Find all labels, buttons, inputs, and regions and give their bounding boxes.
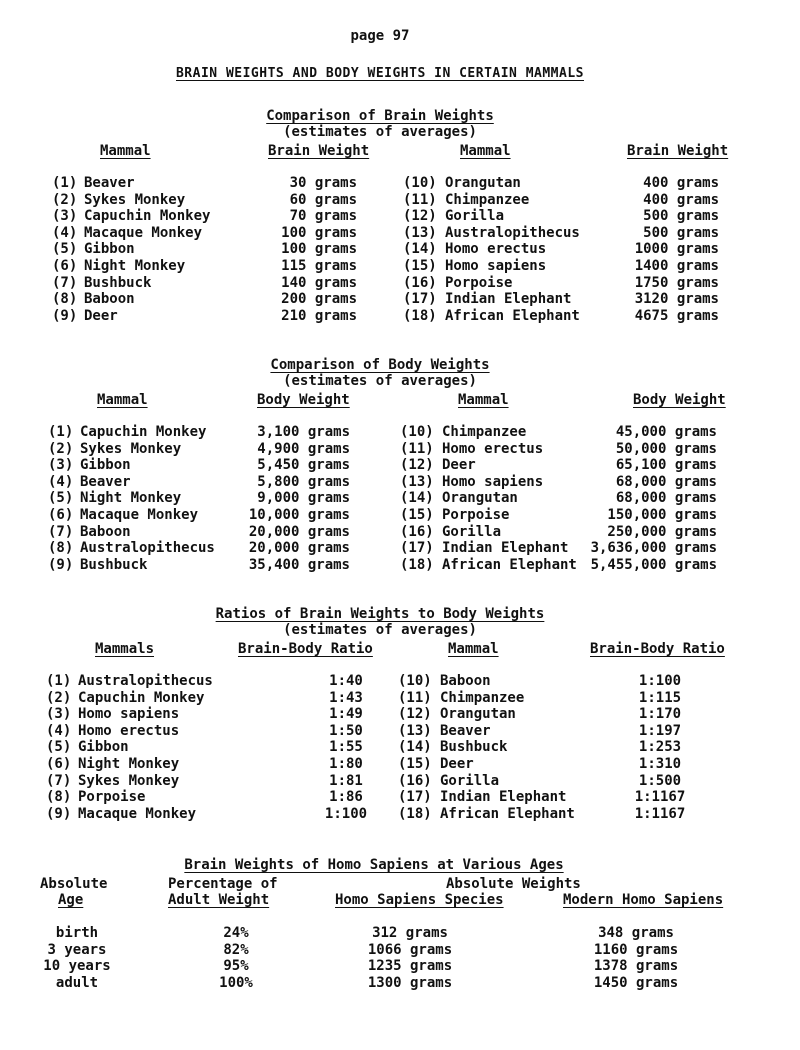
mammal-name: Homo sapiens	[445, 257, 547, 274]
row-number: (6)	[46, 755, 72, 772]
ages-col-species: Homo Sapiens Species	[335, 892, 504, 908]
table-row	[403, 241, 719, 258]
body-col-weight-right: Body Weight	[633, 392, 726, 408]
row-number: (2)	[46, 689, 72, 706]
row-number: (15)	[400, 506, 434, 523]
value-cell: 400 grams	[643, 191, 719, 208]
value-cell: 1750 grams	[634, 274, 719, 291]
row-number: (1)	[48, 424, 74, 440]
value-cell: 3,636,000 grams	[590, 540, 717, 557]
value-cell: 100 grams	[281, 241, 357, 258]
value-cell: 400 grams	[643, 175, 719, 191]
mammal-name: Gorilla	[440, 772, 500, 789]
table-row	[48, 507, 350, 524]
value-cell: 10,000 grams	[248, 506, 350, 523]
row-number: (16)	[403, 274, 437, 291]
value-cell: 45,000 grams	[615, 424, 717, 440]
row-number: (15)	[398, 755, 432, 772]
value-cell: 4675 grams	[634, 307, 719, 324]
table-row	[46, 739, 370, 756]
value-cell: 70 grams	[289, 208, 357, 225]
percentage-cell: 24%	[223, 925, 249, 941]
value-cell: 5,800 grams	[257, 473, 350, 490]
row-number: (13)	[398, 722, 432, 739]
brain-table-right	[403, 175, 719, 324]
row-number: (11)	[400, 440, 434, 457]
age-cell: 3 years	[47, 941, 107, 958]
mammal-name: Gibbon	[80, 457, 131, 474]
value-cell: 20,000 grams	[248, 523, 350, 540]
row-number: (11)	[403, 191, 437, 208]
row-number: (3)	[52, 208, 78, 225]
percentage-cell: 82%	[223, 941, 249, 958]
brain-table-left	[52, 175, 357, 324]
row-number: (16)	[398, 772, 432, 789]
row-number: (2)	[48, 440, 74, 457]
mammal-name: African Elephant	[445, 307, 580, 324]
table-row	[52, 192, 357, 209]
row-number: (12)	[403, 208, 437, 225]
modern-weight-cell: 1450 grams	[593, 974, 679, 991]
table-row	[403, 258, 719, 275]
mammal-name: Porpoise	[442, 506, 510, 523]
table-row	[403, 308, 719, 325]
value-cell: 1:310	[638, 755, 682, 772]
value-cell: 60 grams	[289, 191, 357, 208]
mammal-name: Sykes Monkey	[78, 772, 180, 789]
ratio-section-subtitle: (estimates of averages)	[283, 622, 477, 638]
value-cell: 1000 grams	[634, 241, 719, 258]
value-cell: 65,100 grams	[615, 457, 717, 474]
document-title: BRAIN WEIGHTS AND BODY WEIGHTS IN CERTAIN MAMMALS	[175, 66, 584, 81]
value-cell: 250,000 grams	[607, 523, 717, 540]
ratio-table-right	[398, 673, 728, 822]
value-cell: 500 grams	[643, 224, 719, 241]
row-number: (17)	[400, 540, 434, 557]
mammal-name: Beaver	[80, 473, 131, 490]
table-row	[400, 507, 717, 524]
table-row	[52, 275, 357, 292]
table-row	[0, 958, 760, 975]
row-number: (8)	[48, 540, 74, 557]
row-number: (18)	[398, 805, 432, 822]
row-number: (17)	[403, 291, 437, 308]
table-row	[48, 457, 350, 474]
table-row	[48, 557, 350, 574]
mammal-name: Australopithecus	[78, 673, 213, 689]
mammal-name: Capuchin Monkey	[84, 208, 211, 225]
mammal-name: Indian Elephant	[440, 789, 567, 806]
value-cell: 20,000 grams	[248, 540, 350, 557]
table-row	[52, 241, 357, 258]
mammal-name: Orangutan	[440, 706, 516, 723]
row-number: (4)	[52, 224, 78, 241]
mammal-name: Gibbon	[78, 739, 129, 756]
mammal-name: Chimpanzee	[445, 191, 530, 208]
table-row	[400, 424, 717, 441]
table-row	[52, 225, 357, 242]
age-cell: birth	[55, 925, 99, 941]
table-row	[400, 441, 717, 458]
table-row	[52, 291, 357, 308]
body-col-weight-left: Body Weight	[257, 392, 350, 408]
value-cell: 1:115	[638, 689, 682, 706]
row-number: (14)	[400, 490, 434, 507]
value-cell: 140 grams	[281, 274, 357, 291]
age-cell: adult	[55, 974, 99, 991]
value-cell: 1:1167	[634, 789, 686, 806]
ages-col-pct-line1: Percentage of	[168, 876, 278, 892]
table-row	[398, 756, 728, 773]
row-number: (2)	[52, 191, 78, 208]
row-number: (7)	[52, 274, 78, 291]
row-number: (6)	[48, 506, 74, 523]
mammal-name: Homo sapiens	[442, 473, 544, 490]
brain-col-weight-left: Brain Weight	[268, 143, 370, 159]
ages-section-title: Brain Weights of Homo Sapiens at Various Ages	[184, 857, 564, 873]
table-row	[46, 773, 370, 790]
ratio-section-title: Ratios of Brain Weights to Body Weights	[215, 606, 545, 622]
mammal-name: Homo erectus	[442, 440, 544, 457]
ratio-col-mammal-right: Mammal	[448, 641, 499, 657]
row-number: (14)	[398, 739, 432, 756]
value-cell: 500 grams	[643, 208, 719, 225]
table-row	[400, 524, 717, 541]
value-cell: 1:100	[638, 673, 682, 689]
mammal-name: Capuchin Monkey	[80, 424, 207, 440]
row-number: (9)	[46, 805, 72, 822]
mammal-name: Sykes Monkey	[84, 191, 186, 208]
mammal-name: African Elephant	[442, 556, 577, 573]
body-col-mammal-right: Mammal	[458, 392, 509, 408]
ages-col-modern: Modern Homo Sapiens	[563, 892, 724, 908]
table-row	[403, 192, 719, 209]
body-table-left	[48, 424, 350, 573]
mammal-name: Gorilla	[445, 208, 505, 225]
value-cell: 210 grams	[281, 307, 357, 324]
row-number: (16)	[400, 523, 434, 540]
value-cell: 9,000 grams	[257, 490, 350, 507]
table-row	[52, 258, 357, 275]
ratio-col-ratio-left: Brain-Body Ratio	[238, 641, 373, 657]
table-row	[46, 756, 370, 773]
table-row	[52, 208, 357, 225]
value-cell: 1:80	[329, 755, 363, 772]
mammal-name: Gorilla	[442, 523, 502, 540]
table-row	[48, 524, 350, 541]
value-cell: 50,000 grams	[615, 440, 717, 457]
table-row	[403, 225, 719, 242]
ratio-table-left	[46, 673, 370, 822]
row-number: (18)	[403, 307, 437, 324]
value-cell: 1:81	[329, 772, 363, 789]
mammal-name: Homo sapiens	[78, 706, 180, 723]
value-cell: 1:170	[638, 706, 682, 723]
mammal-name: Baboon	[80, 523, 131, 540]
modern-weight-cell: 1378 grams	[593, 958, 679, 975]
table-row	[398, 673, 728, 690]
percentage-cell: 100%	[219, 974, 253, 991]
brain-col-mammal-left: Mammal	[100, 143, 151, 159]
value-cell: 1:50	[329, 722, 363, 739]
mammal-name: Homo erectus	[78, 722, 180, 739]
ages-col-absolute-weights: Absolute Weights	[446, 876, 581, 892]
ages-col-age-line1: Absolute	[40, 876, 108, 892]
value-cell: 1:197	[638, 722, 682, 739]
row-number: (1)	[46, 673, 72, 689]
species-weight-cell: 1066 grams	[367, 941, 453, 958]
modern-weight-cell: 348 grams	[598, 925, 674, 941]
row-number: (13)	[400, 473, 434, 490]
ratio-col-mammal-left: Mammals	[95, 641, 155, 657]
table-row	[48, 474, 350, 491]
value-cell: 1:86	[329, 789, 363, 806]
mammal-name: Porpoise	[445, 274, 513, 291]
brain-col-mammal-right: Mammal	[460, 143, 511, 159]
row-number: (8)	[52, 291, 78, 308]
table-row	[46, 690, 370, 707]
mammal-name: Australopithecus	[80, 540, 215, 557]
row-number: (15)	[403, 257, 437, 274]
row-number: (14)	[403, 241, 437, 258]
value-cell: 1:43	[329, 689, 363, 706]
table-row	[46, 723, 370, 740]
table-row	[48, 441, 350, 458]
table-row	[398, 706, 728, 723]
brain-section-title: Comparison of Brain Weights	[266, 108, 494, 124]
percentage-cell: 95%	[223, 958, 249, 975]
table-row	[52, 175, 357, 192]
mammal-name: Deer	[84, 307, 118, 324]
body-section-subtitle: (estimates of averages)	[283, 373, 477, 389]
ages-col-age-line2: Age	[58, 892, 84, 908]
species-weight-cell: 1300 grams	[367, 974, 453, 991]
mammal-name: Orangutan	[442, 490, 518, 507]
table-row	[403, 291, 719, 308]
value-cell: 1400 grams	[634, 257, 719, 274]
mammal-name: Indian Elephant	[445, 291, 572, 308]
value-cell: 5,450 grams	[257, 457, 350, 474]
table-row	[400, 557, 717, 574]
mammal-name: Beaver	[84, 175, 135, 191]
table-row	[46, 806, 370, 823]
mammal-name: Capuchin Monkey	[78, 689, 205, 706]
value-cell: 35,400 grams	[248, 556, 350, 573]
table-row	[46, 673, 370, 690]
value-cell: 200 grams	[281, 291, 357, 308]
modern-weight-cell: 1160 grams	[593, 941, 679, 958]
table-row	[398, 723, 728, 740]
table-row	[403, 175, 719, 192]
table-row	[398, 789, 728, 806]
table-row	[0, 942, 760, 959]
value-cell: 3,100 grams	[257, 424, 350, 440]
row-number: (13)	[403, 224, 437, 241]
mammal-name: Macaque Monkey	[80, 506, 199, 523]
mammal-name: African Elephant	[440, 805, 575, 822]
value-cell: 1:500	[638, 772, 682, 789]
value-cell: 1:1167	[634, 805, 686, 822]
table-row	[48, 490, 350, 507]
value-cell: 4,900 grams	[257, 440, 350, 457]
table-row	[52, 308, 357, 325]
table-row	[398, 690, 728, 707]
value-cell: 5,455,000 grams	[590, 556, 717, 573]
age-cell: 10 years	[43, 958, 111, 975]
mammal-name: Baboon	[84, 291, 135, 308]
page-number: page 97	[350, 28, 410, 44]
row-number: (17)	[398, 789, 432, 806]
value-cell: 1:55	[329, 739, 363, 756]
row-number: (7)	[46, 772, 72, 789]
ages-col-pct-line2: Adult Weight	[168, 892, 270, 908]
table-row	[46, 789, 370, 806]
species-weight-cell: 312 grams	[372, 925, 448, 941]
row-number: (11)	[398, 689, 432, 706]
row-number: (5)	[52, 241, 78, 258]
mammal-name: Chimpanzee	[442, 424, 527, 440]
table-row	[0, 925, 760, 942]
brain-section-subtitle: (estimates of averages)	[283, 124, 477, 140]
mammal-name: Deer	[442, 457, 476, 474]
row-number: (3)	[48, 457, 74, 474]
ratio-col-ratio-right: Brain-Body Ratio	[590, 641, 725, 657]
value-cell: 1:40	[329, 673, 363, 689]
table-row	[400, 540, 717, 557]
mammal-name: Homo erectus	[445, 241, 547, 258]
value-cell: 1:100	[324, 805, 368, 822]
row-number: (1)	[52, 175, 78, 191]
table-row	[400, 457, 717, 474]
mammal-name: Gibbon	[84, 241, 135, 258]
body-section-title: Comparison of Body Weights	[270, 357, 490, 373]
table-row	[46, 706, 370, 723]
ages-table	[0, 925, 760, 991]
value-cell: 100 grams	[281, 224, 357, 241]
mammal-name: Baboon	[440, 673, 491, 689]
table-row	[0, 975, 760, 992]
table-row	[400, 490, 717, 507]
value-cell: 68,000 grams	[615, 490, 717, 507]
value-cell: 3120 grams	[634, 291, 719, 308]
value-cell: 1:253	[638, 739, 682, 756]
mammal-name: Porpoise	[78, 789, 146, 806]
mammal-name: Orangutan	[445, 175, 521, 191]
table-row	[398, 739, 728, 756]
table-row	[400, 474, 717, 491]
row-number: (12)	[398, 706, 432, 723]
row-number: (4)	[48, 473, 74, 490]
species-weight-cell: 1235 grams	[367, 958, 453, 975]
body-col-mammal-left: Mammal	[97, 392, 148, 408]
row-number: (5)	[46, 739, 72, 756]
mammal-name: Night Monkey	[80, 490, 182, 507]
row-number: (9)	[52, 307, 78, 324]
value-cell: 1:49	[329, 706, 363, 723]
value-cell: 150,000 grams	[607, 506, 717, 523]
table-row	[403, 208, 719, 225]
row-number: (3)	[46, 706, 72, 723]
row-number: (10)	[398, 673, 432, 689]
mammal-name: Macaque Monkey	[78, 805, 197, 822]
mammal-name: Macaque Monkey	[84, 224, 203, 241]
value-cell: 68,000 grams	[615, 473, 717, 490]
mammal-name: Beaver	[440, 722, 491, 739]
row-number: (18)	[400, 556, 434, 573]
brain-col-weight-right: Brain Weight	[627, 143, 729, 159]
mammal-name: Bushbuck	[440, 739, 508, 756]
mammal-name: Night Monkey	[78, 755, 180, 772]
table-row	[398, 806, 728, 823]
mammal-name: Sykes Monkey	[80, 440, 182, 457]
row-number: (5)	[48, 490, 74, 507]
table-row	[398, 773, 728, 790]
row-number: (8)	[46, 789, 72, 806]
row-number: (10)	[403, 175, 437, 191]
mammal-name: Australopithecus	[445, 224, 580, 241]
row-number: (9)	[48, 556, 74, 573]
mammal-name: Bushbuck	[84, 274, 152, 291]
value-cell: 30 grams	[289, 175, 357, 191]
row-number: (12)	[400, 457, 434, 474]
mammal-name: Deer	[440, 755, 474, 772]
mammal-name: Indian Elephant	[442, 540, 569, 557]
value-cell: 115 grams	[281, 257, 357, 274]
mammal-name: Chimpanzee	[440, 689, 525, 706]
row-number: (4)	[46, 722, 72, 739]
row-number: (6)	[52, 257, 78, 274]
mammal-name: Night Monkey	[84, 257, 186, 274]
table-row	[403, 275, 719, 292]
body-table-right	[400, 424, 717, 573]
table-row	[48, 540, 350, 557]
row-number: (7)	[48, 523, 74, 540]
row-number: (10)	[400, 424, 434, 440]
table-row	[48, 424, 350, 441]
mammal-name: Bushbuck	[80, 556, 148, 573]
